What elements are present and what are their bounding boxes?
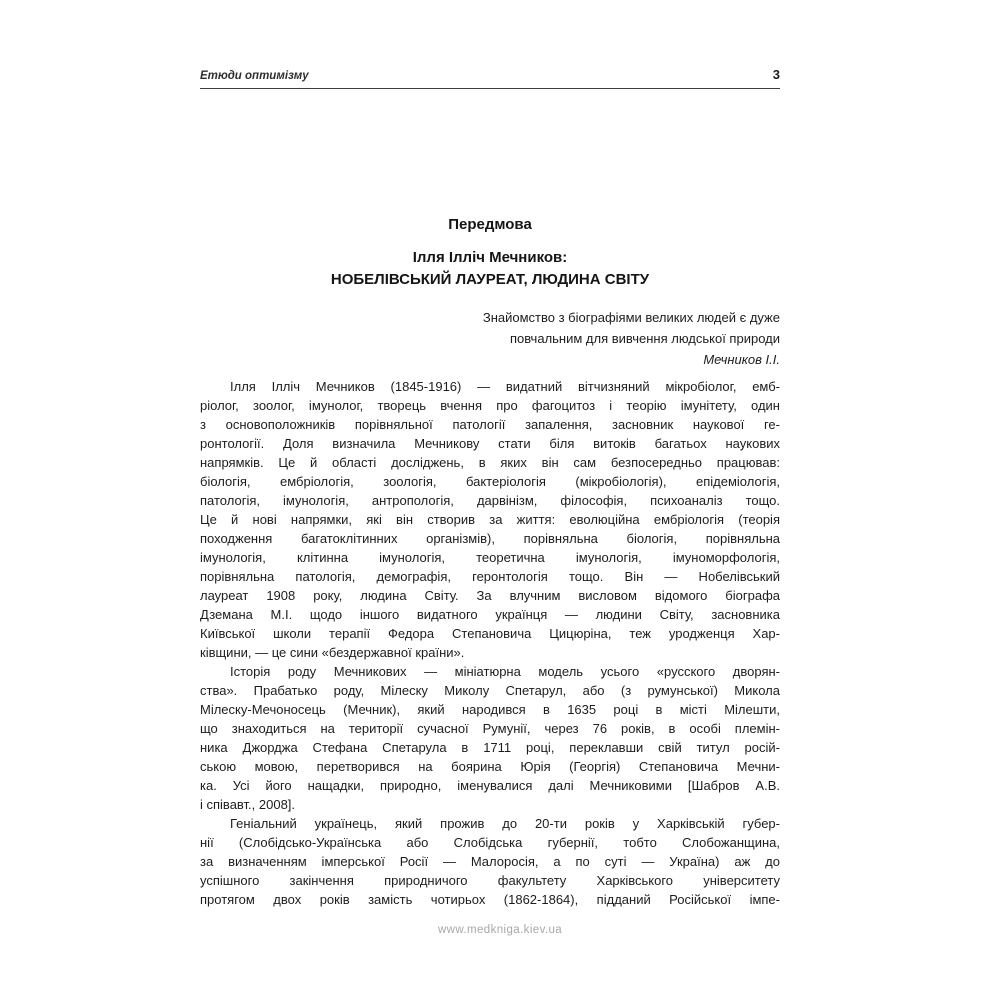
text-line: з основоположників порівняльної патології запалення, засновник наукової ге- bbox=[200, 417, 780, 432]
text-line: порівняльна патологія, демографія, геронтологія тощо. Він — Нобелівський bbox=[200, 569, 780, 584]
running-title: Етюди оптимізму bbox=[200, 70, 309, 82]
text-line: ства». Прабатько роду, Мілеску Миколу Спетарул, або (з румунської) Микола bbox=[200, 683, 780, 698]
publisher-url: www.medkniga.kiev.ua bbox=[437, 924, 563, 936]
epigraph-lines bbox=[200, 307, 780, 349]
text-line: ківщини, — це сини «бездержавної країни». bbox=[200, 645, 465, 660]
text-line: Мілеску-Мечоносець (Мечник), який народився в 1635 році в місті Мілешти, bbox=[200, 702, 780, 717]
body-text bbox=[200, 377, 780, 909]
text-line: Геніальний українець, який прожив до 20-ти років у Харківській губер- bbox=[230, 816, 780, 831]
text-line: біологія, ембріологія, зоологія, бактеріологія (мікробіологія), епідеміологія, bbox=[200, 474, 780, 489]
article-title bbox=[200, 247, 780, 291]
page-number: 3 bbox=[772, 67, 780, 82]
text-line: імунологія, клітинна імунологія, теоретична імунологія, імуноморфологія, bbox=[200, 550, 780, 565]
text-line: що знаходиться на території сучасної Румунії, через 76 років, в особі племін- bbox=[200, 721, 780, 736]
epigraph-line: Знайомство з біографіями великих людей є дуже bbox=[482, 310, 780, 325]
text-line: протягом двох років замість чотирьох (1862-1864), підданий Російської імпе- bbox=[200, 892, 780, 907]
section-title: Передмова bbox=[448, 216, 532, 233]
text-line: Це й нові напрямки, які він створив за життя: еволюційна ембріологія (теорія bbox=[200, 512, 780, 527]
header-rule bbox=[200, 88, 780, 89]
article-title-line1: Ілля Ілліч Мечников: bbox=[412, 249, 568, 266]
text-line: лауреат 1908 року, людина Світу. За влучним висловом відомого біографа bbox=[200, 588, 780, 603]
epigraph-line: повчальним для вивчення людської природи bbox=[509, 331, 780, 346]
text-line: походження багатоклітинних організмів), порівняльна біологія, порівняльна bbox=[200, 531, 780, 546]
page-header bbox=[200, 67, 780, 82]
text-line: ською мовою, перетворився на боярина Юрія (Георгія) Степановича Мечни- bbox=[200, 759, 780, 774]
text-line: ка. Усі його нащадки, природно, іменувалися далі Мечниковими [Шабров А.В. bbox=[200, 778, 780, 793]
text-line: Дземана М.І. щодо іншого видатного українця — людини Світу, засновника bbox=[200, 607, 780, 622]
text-line: за визначенням імперської Росії — Малоросія, а по суті — Україна) аж до bbox=[200, 854, 780, 869]
text-line: ріолог, зоолог, імунолог, творець вчення про фагоцитоз і теорію імунітету, один bbox=[200, 398, 780, 413]
body-paragraph-3 bbox=[200, 814, 780, 909]
article-title-line2: НОБЕЛІВСЬКИЙ ЛАУРЕАТ, ЛЮДИНА СВІТУ bbox=[330, 271, 650, 288]
text-line: напрямків. Це й області досліджень, в яких він сам безпосередньо працював: bbox=[200, 455, 780, 470]
text-line: ронтології. Доля визначила Мечникову стати біля витоків багатьох наукових bbox=[200, 436, 780, 451]
text-line: ника Джорджа Стефана Спетарула в 1711 році, переклавши свій титул росій- bbox=[200, 740, 780, 755]
text-line: успішного закінчення природничого факультету Харківського університету bbox=[200, 873, 780, 888]
text-line: Історія роду Мечникових — мініатюрна модель усього «русского дворян- bbox=[230, 664, 780, 679]
text-line: і співавт., 2008]. bbox=[200, 797, 296, 812]
page-footer bbox=[0, 924, 1000, 936]
body-paragraph-1 bbox=[200, 377, 780, 662]
text-line: патологія, імунологія, антропологія, дарвінізм, філософія, психоаналіз тощо. bbox=[200, 493, 780, 508]
text-line: Ілля Ілліч Мечников (1845-1916) — видатний вітчизняний мікробіолог, емб- bbox=[230, 379, 780, 394]
body-paragraph-2 bbox=[200, 662, 780, 814]
text-line: нії (Слобідсько-Українська або Слобідська губернії, тобто Слобожанщина, bbox=[200, 835, 780, 850]
epigraph-attribution: Мечников І.І. bbox=[703, 352, 780, 367]
epigraph bbox=[200, 307, 780, 370]
text-line: Київської школи терапії Федора Степановича Цицюріна, теж уродженця Хар- bbox=[200, 626, 780, 641]
